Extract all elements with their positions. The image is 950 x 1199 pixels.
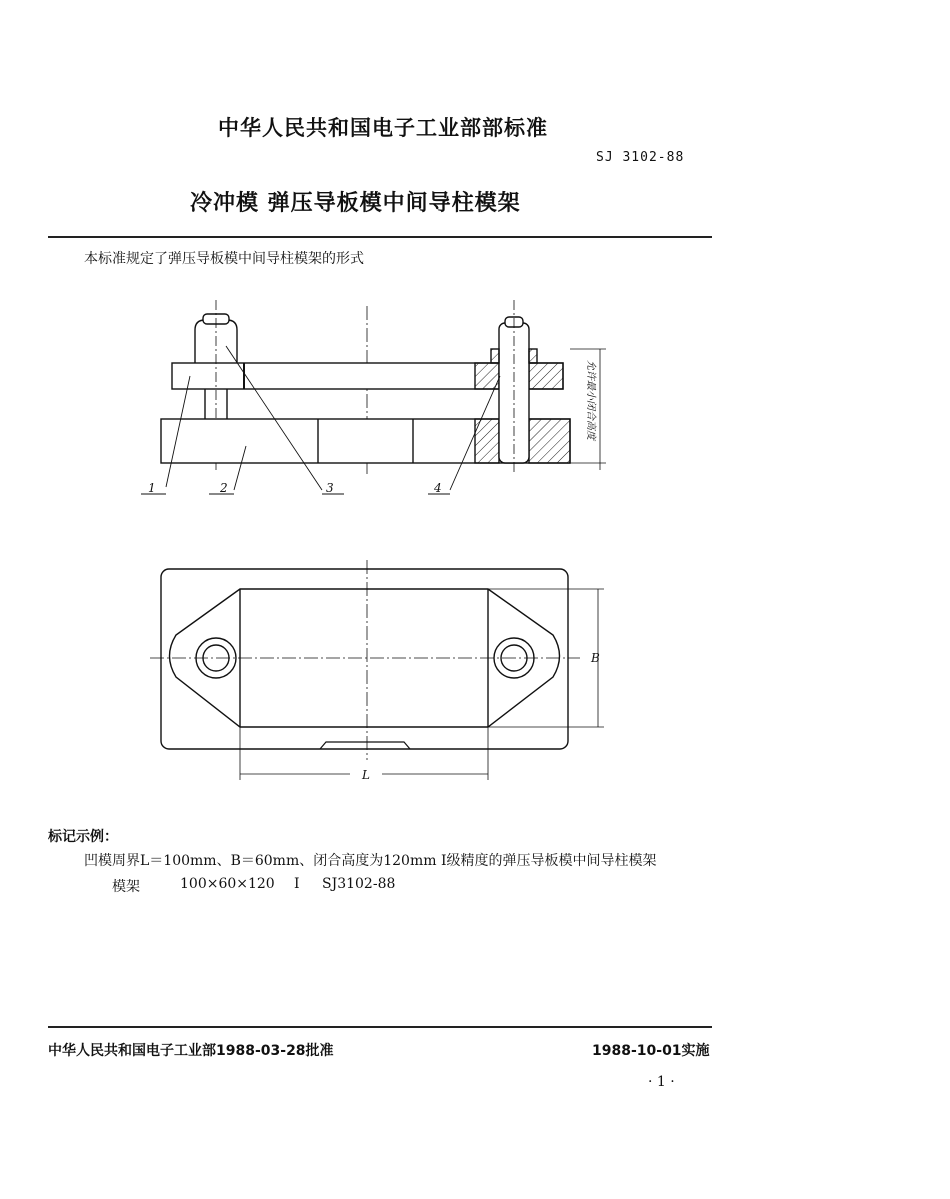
intro-text: 本标准规定了弹压导板模中间导柱模架的形式: [84, 251, 364, 267]
dimension-l-label: L: [362, 768, 370, 782]
example-heading: 标记示例：: [48, 829, 118, 845]
part-label-3: 3: [326, 481, 334, 495]
document-title: 冷冲模 弹压导板模中间导柱模架: [190, 191, 521, 216]
example-label: 模架: [112, 879, 140, 895]
standard-code: SJ 3102-88: [596, 150, 685, 165]
example-description: 凹模周界L＝100mm、B＝60mm、闭合高度为120mm Ⅰ级精度的弹压导板模中间导柱模架: [84, 853, 657, 869]
closed-height-note: 允许最小闭合高度: [585, 360, 596, 440]
example-grade: Ⅰ: [294, 876, 300, 892]
page-number: · 1 ·: [648, 1074, 675, 1090]
effective-date: 1988-10-01实施: [592, 1043, 710, 1059]
footer-rule: [48, 1026, 712, 1028]
example-dimensions: 100×60×120: [180, 876, 275, 892]
part-label-4: 4: [434, 481, 442, 495]
part-label-1: 1: [148, 481, 156, 495]
plan-view: [150, 560, 604, 780]
issuing-organization: 中华人民共和国电子工业部部标准: [218, 116, 548, 140]
dimension-b-label: B: [591, 651, 600, 665]
front-view: [141, 300, 606, 494]
example-standard: SJ3102-88: [322, 876, 396, 892]
part-label-2: 2: [220, 481, 228, 495]
approval-text: 中华人民共和国电子工业部1988-03-28批准: [48, 1043, 334, 1059]
